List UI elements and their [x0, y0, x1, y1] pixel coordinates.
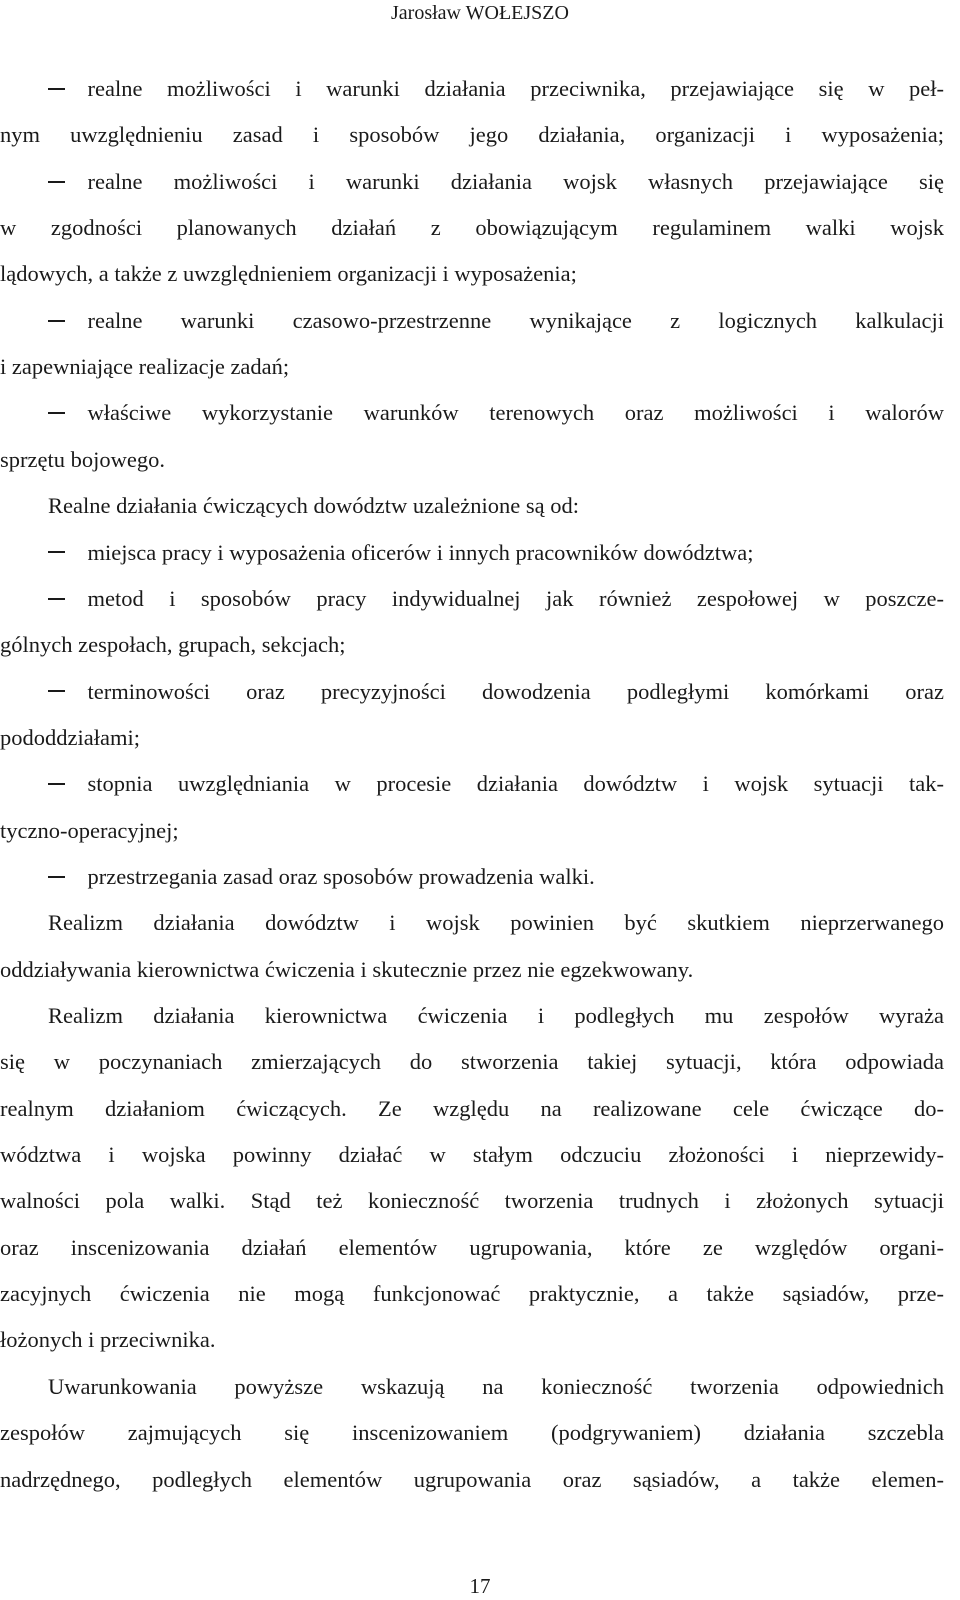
bullet-line [48, 74, 944, 104]
bullet-line [48, 769, 944, 799]
text-line [0, 1094, 944, 1124]
dash-marker [48, 412, 65, 414]
text-line [0, 816, 944, 846]
text-line [0, 1279, 944, 1309]
bullet-line [48, 677, 944, 707]
line-text: wództwa i wojska powinny działać w stałym odczuciu złożoności i nieprzewidy- [0, 1142, 944, 1168]
text-line [48, 491, 944, 521]
line-text: łożonych i przeciwnika. [0, 1327, 216, 1353]
line-text: realne możliwości i warunki działania wojsk własnych przejawiające się [87, 168, 944, 194]
bullet-line [48, 538, 944, 568]
text-line [0, 352, 944, 382]
dash-marker [48, 783, 65, 785]
line-text: terminowości oraz precyzyjności dowodzenia podległymi komórkami oraz [87, 678, 944, 704]
line-text: walności pola walki. Stąd też konieczność tworzenia trudnych i złożonych sytuacji [0, 1188, 944, 1214]
text-line [0, 1140, 944, 1170]
line-text: przestrzegania zasad oraz sposobów prowadzenia walki. [87, 863, 595, 889]
text-line [48, 1001, 944, 1031]
bullet-line [48, 584, 944, 614]
line-text: Realizm działania kierownictwa ćwiczenia i podległych mu zespołów wyraża [48, 1003, 944, 1028]
line-text: zespołów zajmujących się inscenizowaniem (podgrywaniem) działania szczebla [0, 1420, 944, 1446]
line-text: zacyjnych ćwiczenia nie mogą funkcjonować praktycznie, a także sąsiadów, prze- [0, 1281, 944, 1307]
bullet-line [48, 398, 944, 428]
dash-marker [48, 181, 65, 183]
line-text: miejsca pracy i wyposażenia oficerów i innych pracowników dowództwa; [87, 539, 754, 565]
dash-marker [48, 88, 65, 90]
text-line [0, 1465, 944, 1495]
line-text: tyczno-operacyjnej; [0, 817, 179, 843]
line-text: oddziaływania kierownictwa ćwiczenia i skutecznie przez nie egzekwowany. [0, 956, 694, 982]
line-text: gólnych zespołach, grupach, sekcjach; [0, 632, 346, 658]
bullet-line [48, 306, 944, 336]
text-line [0, 955, 944, 985]
line-text: w zgodności planowanych działań z obowiązującym regulaminem walki wojsk [0, 215, 944, 241]
dash-marker [48, 551, 65, 553]
dash-marker [48, 320, 65, 322]
page-number: 17 [469, 1574, 491, 1598]
line-text: Uwarunkowania powyższe wskazują na konieczność tworzenia odpowiednich [48, 1373, 944, 1399]
text-line [0, 120, 944, 150]
text-line [0, 1186, 944, 1216]
line-text: sprzętu bojowego. [0, 446, 165, 472]
line-text: właściwe wykorzystanie warunków terenowych oraz możliwości i walorów [87, 400, 944, 426]
bullet-line [48, 167, 944, 197]
running-header [0, 0, 960, 30]
line-text: lądowych, a także z uwzględnieniem organizacji i wyposażenia; [0, 261, 577, 287]
line-text: Realizm działania dowództw i wojsk powinien być skutkiem nieprzerwanego [48, 910, 944, 936]
line-text: i zapewniające realizacje zadań; [0, 354, 290, 380]
line-text: się w poczynaniach zmierzających do stworzenia takiej sytuacji, która odpowiada [0, 1049, 944, 1075]
dash-marker [48, 598, 65, 600]
line-text: nym uwzględnieniu zasad i sposobów jego działania, organizacji i wyposażenia; [0, 122, 944, 148]
line-text: Realne działania ćwiczących dowództw uzależnione są od: [48, 493, 580, 519]
dash-marker [48, 690, 65, 692]
line-text: stopnia uwzględniania w procesie działania dowództw i wojsk sytuacji tak- [87, 771, 944, 797]
text-line [0, 1418, 944, 1448]
text-line [0, 213, 944, 243]
text-line [0, 723, 944, 753]
text-line [48, 1372, 944, 1402]
line-text: oraz inscenizowania działań elementów ugrupowania, które ze względów organi- [0, 1234, 944, 1260]
line-text: realne możliwości i warunki działania przeciwnika, przejawiające się w peł- [87, 76, 944, 101]
author-name: Jarosław WOŁEJSZO [391, 2, 569, 24]
line-text: realne warunki czasowo-przestrzenne wynikające z logicznych kalkulacji [87, 307, 944, 333]
dash-marker [48, 876, 65, 878]
text-line [0, 1325, 944, 1355]
text-line [0, 445, 944, 475]
line-text: nadrzędnego, podległych elementów ugrupowania oraz sąsiadów, a także elemen- [0, 1466, 944, 1492]
bullet-line [48, 862, 944, 892]
text-line [0, 630, 944, 660]
text-line [0, 259, 944, 289]
line-text: metod i sposobów pracy indywidualnej jak również zespołowej w poszcze- [87, 585, 944, 611]
text-line [0, 1047, 944, 1077]
text-line [48, 908, 944, 938]
line-text: pododdziałami; [0, 724, 140, 750]
line-text: realnym działaniom ćwiczących. Ze względu na realizowane cele ćwiczące do- [0, 1095, 944, 1121]
text-line [0, 1233, 944, 1263]
